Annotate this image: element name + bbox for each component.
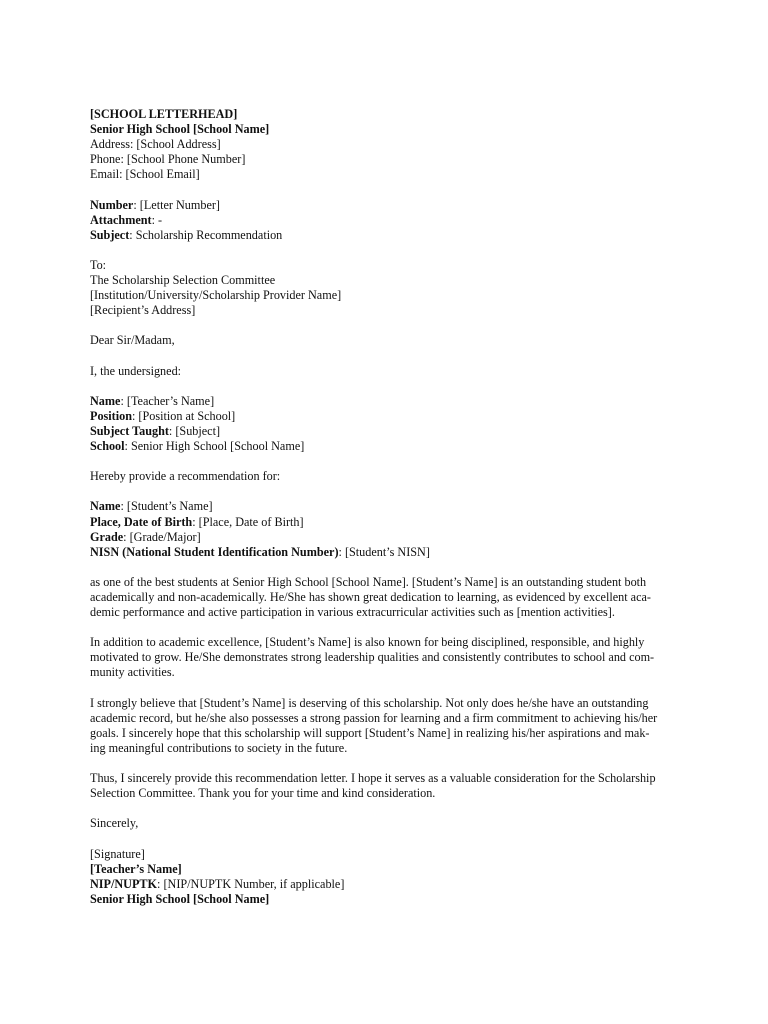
letter-subject: Subject: Scholarship Recommendation — [90, 227, 283, 242]
letter-page — [90, 107, 680, 907]
paragraph-line: goals. I sincerely hope that this scholarship will support [Student’s Name] in realizing his/her aspirations and mak- — [90, 725, 650, 740]
signature-placeholder: [Signature] — [90, 846, 145, 861]
undersigned-intro: I, the undersigned: — [90, 363, 182, 378]
recommend-intro: Hereby provide a recommendation for: — [90, 469, 281, 484]
signature-school: Senior High School [School Name] — [90, 891, 270, 906]
letter-meta — [90, 198, 680, 243]
paragraph-line: ing meaningful contributions to society in the future. — [90, 740, 348, 755]
paragraph-line: motivated to grow. He/She demonstrates strong leadership qualities and consistently contributes to school and com- — [90, 650, 655, 665]
teacher-name: Name: [Teacher’s Name] — [90, 393, 215, 408]
letterhead-email: Email: [School Email] — [90, 167, 200, 182]
recipient-institution: [Institution/University/Scholarship Provider Name] — [90, 288, 342, 303]
letterhead — [90, 107, 680, 182]
paragraph-line: munity activities. — [90, 665, 175, 680]
teacher-school: School: Senior High School [School Name] — [90, 439, 305, 454]
recipient-address: [Recipient’s Address] — [90, 303, 196, 318]
student-nisn: NISN (National Student Identification Number): [Student’s NISN] — [90, 544, 430, 559]
student-grade: Grade: [Grade/Major] — [90, 529, 201, 544]
signature-nip: NIP/NUPTK: [NIP/NUPTK Number, if applicable] — [90, 876, 345, 891]
letterhead-title: [SCHOOL LETTERHEAD] — [90, 107, 238, 121]
recipient-to: To: — [90, 257, 107, 272]
letterhead-address: Address: [School Address] — [90, 137, 221, 152]
recipient-block — [90, 258, 680, 318]
paragraph-line: as one of the best students at Senior High School [School Name]. [Student’s Name] is an outstanding student both — [90, 574, 647, 589]
letterhead-phone: Phone: [School Phone Number] — [90, 152, 246, 167]
paragraph-4 — [90, 771, 680, 801]
paragraph-line: In addition to academic excellence, [Student’s Name] is also known for being disciplined, responsible, and highly — [90, 635, 645, 650]
paragraph-line: Thus, I sincerely provide this recommendation letter. I hope it serves as a valuable consideration for the Scholarship — [90, 771, 656, 786]
letter-attachment: Attachment: - — [90, 212, 163, 227]
letter-number: Number: [Letter Number] — [90, 197, 220, 212]
paragraph-line: Selection Committee. Thank you for your time and kind consideration. — [90, 786, 436, 801]
paragraph-line: academic record, but he/she also possesses a strong passion for learning and a firm commitment to achieving his/her — [90, 710, 658, 725]
paragraph-line: academically and non-academically. He/She has shown great dedication to learning, as evidenced by excellent aca- — [90, 590, 651, 604]
student-name: Name: [Student’s Name] — [90, 499, 213, 514]
signature-teacher-name: [Teacher’s Name] — [90, 861, 182, 876]
teacher-subject: Subject Taught: [Subject] — [90, 423, 221, 438]
paragraph-1 — [90, 575, 680, 620]
closing: Sincerely, — [90, 816, 139, 831]
paragraph-3 — [90, 696, 680, 756]
paragraph-line: I strongly believe that [Student’s Name] is deserving of this scholarship. Not only does he/she have an outstanding — [90, 695, 649, 710]
paragraph-2 — [90, 635, 680, 680]
teacher-position: Position: [Position at School] — [90, 408, 236, 423]
paragraph-line: demic performance and active participation in various extracurricular activities such as [mention activities]. — [90, 605, 615, 620]
salutation: Dear Sir/Madam, — [90, 333, 175, 348]
teacher-details — [90, 394, 680, 454]
student-birth: Place, Date of Birth: [Place, Date of Birth] — [90, 514, 304, 529]
recipient-committee: The Scholarship Selection Committee — [90, 273, 276, 288]
student-details — [90, 499, 680, 559]
letterhead-school-name: Senior High School [School Name] — [90, 122, 270, 137]
signature-block — [90, 847, 680, 907]
